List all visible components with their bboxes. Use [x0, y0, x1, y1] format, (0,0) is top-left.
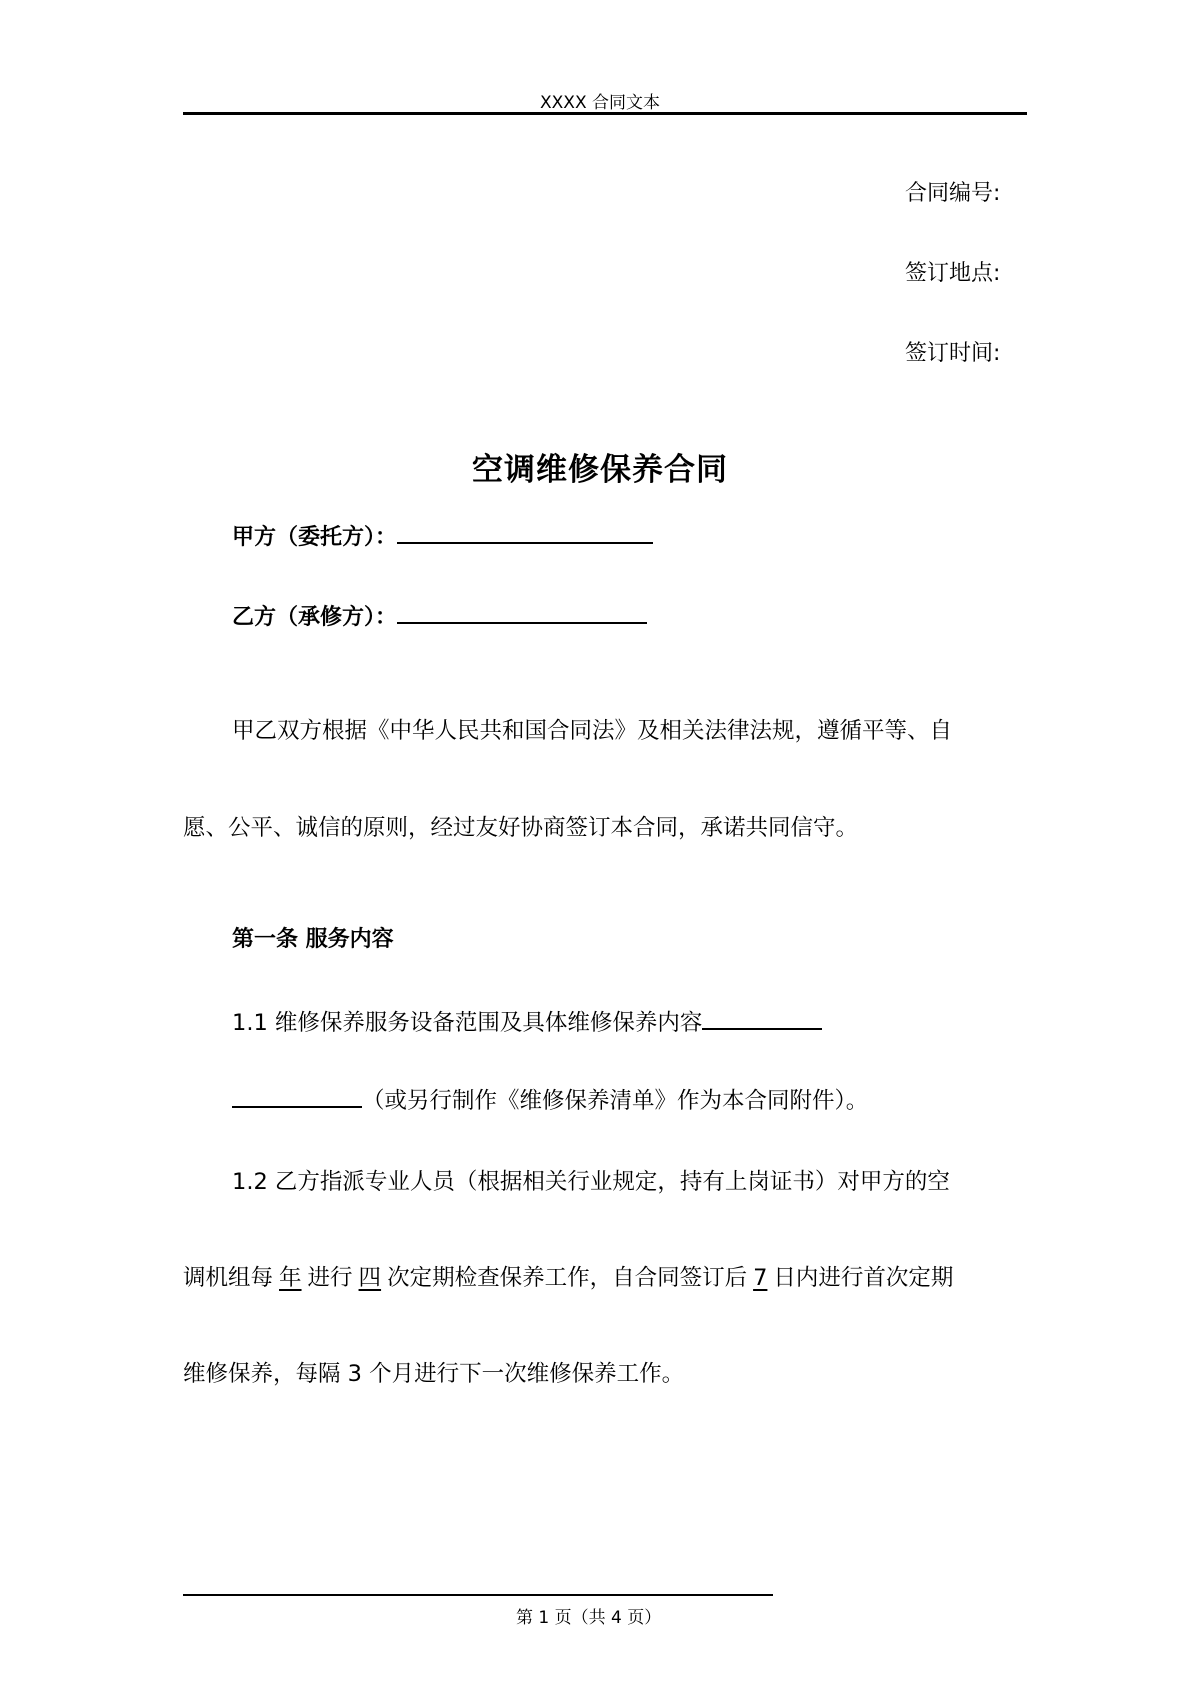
header-divider — [183, 112, 1027, 115]
party-a-label: 甲方（委托方）： — [232, 525, 398, 550]
article-1-heading: 第一条 服务内容 — [232, 927, 394, 952]
item-1-2-text-c: 次定期检查保养工作，自合同签订后 — [387, 1265, 748, 1291]
document-title: 空调维修保养合同 — [472, 452, 728, 488]
item-1-1-text-2: （或另行制作《维修保养清单》作为本合同附件）。 — [362, 1088, 869, 1114]
item-1-1-text: 1.1 维修保养服务设备范围及具体维修保养内容 — [232, 1010, 703, 1036]
party-a-blank — [397, 522, 653, 544]
item-1-2-text-d: 日内进行首次定期 — [773, 1265, 954, 1291]
preamble-line-1: 甲乙双方根据《中华人民共和国合同法》及相关法律法规，遵循平等、自 — [232, 718, 953, 744]
page-number: 第 1 页（共 4 页） — [516, 1608, 662, 1628]
contract-number-label: 合同编号: — [905, 181, 1001, 206]
item-1-2-fill-days: 7 — [753, 1265, 768, 1291]
sign-place-label: 签订地点: — [905, 261, 1001, 286]
item-1-1-line-1 — [232, 1005, 822, 1037]
page-header-title: XXXX 合同文本 — [540, 93, 660, 113]
item-1-2-line-2 — [183, 1260, 953, 1292]
footer-divider — [183, 1594, 773, 1596]
item-1-2-fill-period: 年 — [279, 1265, 302, 1291]
party-a-line — [232, 520, 653, 551]
item-1-2-text-a: 调机组每 — [183, 1265, 274, 1291]
party-b-line — [232, 600, 647, 631]
item-1-2-fill-times: 四 — [358, 1265, 382, 1291]
item-1-2-line-3: 维修保养，每隔 3 个月进行下一次维修保养工作。 — [183, 1361, 685, 1387]
preamble-line-2: 愿、公平、诚信的原则，经过友好协商签订本合同，承诺共同信守。 — [183, 815, 859, 841]
item-1-2-line-1: 1.2 乙方指派专业人员（根据相关行业规定，持有上岗证书）对甲方的空 — [232, 1169, 950, 1195]
item-1-1-blank-1 — [702, 1008, 822, 1030]
sign-time-label: 签订时间: — [905, 341, 1001, 366]
item-1-2-text-b: 进行 — [307, 1265, 353, 1291]
item-1-1-blank-2 — [232, 1086, 362, 1108]
party-b-label: 乙方（承修方）： — [232, 605, 398, 630]
party-b-blank — [397, 602, 647, 624]
item-1-1-line-2 — [232, 1083, 868, 1115]
